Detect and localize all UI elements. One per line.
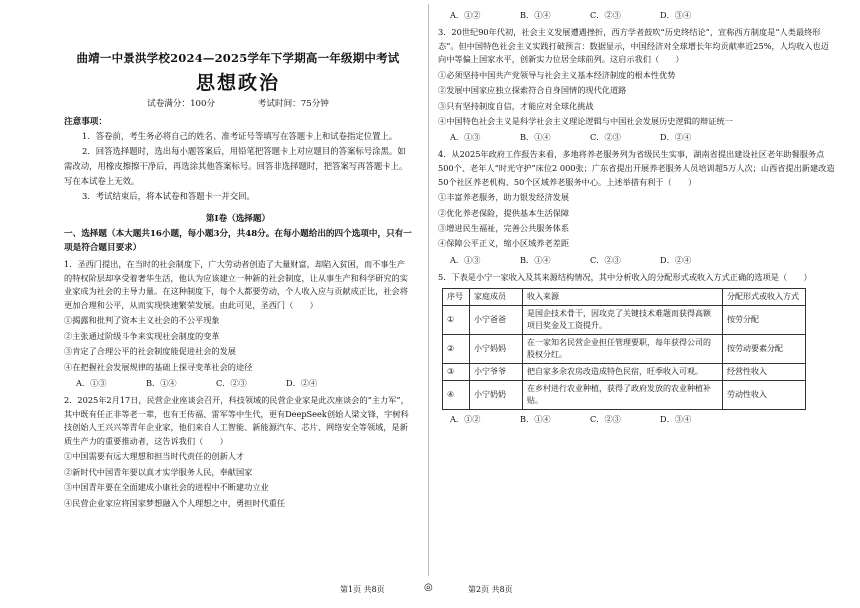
- binding-mark-icon: ◎: [424, 582, 433, 593]
- statement-option: ①丰富养老服务，助力银发经济发展: [438, 192, 570, 203]
- table-cell: 经营性收入: [723, 364, 806, 381]
- choice-b[interactable]: B．①④: [520, 10, 551, 20]
- statement-option: ①必须坚持中国共产党领导与社会主义基本经济制度的根本性优势: [438, 69, 676, 80]
- choice-c[interactable]: C．②③: [216, 378, 247, 388]
- section-instruction: 一、选择题（本大题共16小题，每小题3分，共48分。在每小题给出的四个选项中，只有一项是符合题目要求）: [64, 229, 412, 253]
- table-row: [443, 306, 806, 335]
- table-cell: 把自家多余农房改造成特色民宿，旺季收入可观。: [523, 364, 723, 381]
- table-cell: 是国企技术骨干，因攻克了关键技术难题而获得高额项目奖金及工资提升。: [523, 306, 723, 335]
- answer-choices: [438, 130, 836, 144]
- question-4: [438, 148, 836, 266]
- table-cell: ②: [443, 335, 470, 364]
- answer-choices: [438, 253, 836, 267]
- question-1: [64, 258, 412, 390]
- note-item: 3．考试结束后，将本试卷和答题卡一并交回。: [82, 191, 255, 201]
- table-cell: 小宁妈妈: [470, 335, 523, 364]
- choice-c[interactable]: C．②③: [590, 414, 621, 425]
- exam-time: 考试时间：75分钟: [257, 99, 329, 109]
- table-cell: ③: [443, 364, 470, 381]
- statement-option: ④保障公平正义，缩小区域养老差距: [438, 238, 570, 249]
- choice-d[interactable]: D．③④: [660, 10, 692, 20]
- table-header: 序号: [443, 289, 470, 306]
- statement-option: ③中国青年要在全面建成小康社会的进程中不断建功立业: [64, 482, 269, 493]
- exam-title: 曲靖一中景洪学校2024—2025学年下学期高一年级期中考试: [76, 51, 400, 65]
- choice-d[interactable]: D．③④: [660, 414, 692, 425]
- table-cell: 劳动性收入: [723, 381, 806, 410]
- choice-b[interactable]: B．①④: [520, 254, 551, 265]
- table-row: [443, 364, 806, 381]
- page-number-left: 第1页 共8页: [340, 585, 385, 594]
- question-stem: 1．圣西门提出，在当时的社会制度下，广大劳动者创造了大量财富，却陷入贫困，而不事生产的特权阶层却享受着奢华生活，他认为应该建立一种新的社会制度，让从事生产和科学研究的实业家成为社会的主导力量。在这种制度下，每个人都要劳动，个人收入应与贡献成正比，社会将更加合理和公平，从而实现快速繁荣发展。由此可见，圣西门（ ）: [64, 259, 408, 310]
- choice-b[interactable]: B．①④: [146, 378, 177, 388]
- answer-choices: [64, 376, 412, 390]
- note-item: 1．答卷前，考生务必将自己的姓名、准考证号等填写在答题卡上和试卷指定位置上。: [82, 131, 398, 141]
- choice-d[interactable]: D．②④: [660, 132, 692, 143]
- table-row: [443, 381, 806, 410]
- question-stem: 2．2025年2月17日，民营企业座谈会召开，科技领域的民营企业家是此次座谈会的“主力军”，其中既有任正非等老一辈，也有王传福、雷军等中生代，更有DeepSeek创始人梁文锋，宇树科技创始人王兴兴等青年企业家，他们来自人工智能、新能源汽车、芯片、网络安全等领域，是新质生产力的重要推动者，这告诉我们（ ）: [64, 395, 409, 446]
- question-5: [438, 271, 836, 427]
- statement-option: ③增进民生福祉，完善公共服务体系: [438, 223, 570, 233]
- question-stem: 4．从2025年政府工作报告来看，多地将养老服务列为省级民生实事，湖南省提出建设社区老年助餐服务点500个、老年人“时光守护”床位2 000张；广东省提出开展养老服务人员培训超5万人次；山西省提出新建改造50个社区养老机构、50个区域养老服务中心。上述举措有利于（ ）: [438, 149, 835, 187]
- statement-option: ④在把握社会发展规律的基础上探寻变革社会的途径: [64, 361, 253, 372]
- section-title: 第Ⅰ卷（选择题）: [205, 214, 271, 224]
- exam-meta: [64, 97, 412, 109]
- table-cell: 小宁爸爸: [470, 306, 523, 335]
- question-stem: 3．20世纪90年代初，社会主义发展遭遇挫折，西方学者鼓吹“历史终结论”，宣称西方制度是“人类最终形态”。但中国特色社会主义实践打破预言：数据显示，中国经济对全球增长年均贡献率近25%，人均收入也迈向中等偏上国家水平，创新实力位居全球前列。这启示我们（ ）: [438, 27, 829, 65]
- statement-option: ①中国需要有远大理想和担当时代责任的创新人才: [64, 451, 245, 462]
- table-cell: 在乡村进行农业种植，获得了政府发放的农业种植补贴。: [523, 381, 723, 410]
- statement-option: ③只有坚持制度自信，才能应对全球化挑战: [438, 100, 594, 111]
- statement-option: ②主张通过阶级斗争来实现社会制度的变革: [64, 330, 220, 341]
- question-2: [64, 394, 412, 510]
- choice-a[interactable]: A．①③: [450, 254, 481, 265]
- statement-option: ④民营企业家应将国家梦想融入个人理想之中，勇担时代重任: [64, 497, 286, 508]
- note-item: 2．回答选择题时，选出每小题答案后，用铅笔把答题卡上对应题目的答案标号涂黑。如需改动，用橡皮擦擦干净后，再选涂其他答案标号。回答非选择题时，把答案写再答题卡上。写在本试卷上无效。: [64, 146, 408, 186]
- table-cell: ④: [443, 381, 470, 410]
- table-cell: 按劳分配: [723, 306, 806, 335]
- statement-option: ②发展中国家应独立探索符合自身国情的现代化道路: [438, 85, 627, 96]
- choice-b[interactable]: B．①④: [520, 132, 551, 143]
- answer-choices: [438, 412, 836, 426]
- choice-a[interactable]: A．①③: [450, 132, 481, 143]
- statement-option: ②优化养老保险，提供基本生活保障: [438, 207, 570, 218]
- table-cell: 按劳动要素分配: [723, 335, 806, 364]
- subject-title: 思想政治: [195, 72, 280, 94]
- table-cell: ①: [443, 306, 470, 335]
- question-stem: 5．下表是小宁一家收入及其来源结构情况，其中分析收入的分配形式或收入方式正确的选项是（ ）: [438, 271, 812, 282]
- choice-d[interactable]: D．②④: [286, 378, 318, 388]
- table-row: [443, 335, 806, 364]
- choice-c[interactable]: C．②③: [590, 132, 621, 143]
- table-header: 家庭成员: [470, 289, 523, 306]
- choice-a[interactable]: A．①②: [450, 10, 481, 20]
- choice-b[interactable]: B．①④: [520, 414, 551, 425]
- statement-option: ④中国特色社会主义是科学社会主义理论逻辑与中国社会发展历史逻辑的辩证统一: [438, 116, 733, 126]
- table-cell: 在一家知名民营企业担任管理要职，每年获得公司的股权分红。: [523, 335, 723, 364]
- choice-a[interactable]: A．①②: [450, 414, 481, 425]
- question-3: [438, 26, 836, 144]
- choice-c[interactable]: C．②③: [590, 10, 621, 20]
- table-header: 收入来源: [523, 289, 723, 306]
- table-header-row: [443, 289, 806, 306]
- choice-d[interactable]: D．②④: [660, 254, 692, 265]
- notes-heading: 注意事项：: [64, 117, 107, 127]
- choice-c[interactable]: C．②③: [590, 254, 621, 265]
- statement-option: ①揭露和批判了资本主义社会的不公平现象: [64, 315, 220, 326]
- page-number-right: 第2页 共8页: [468, 585, 513, 594]
- answer-choices-q2: [438, 8, 836, 22]
- income-table: [442, 288, 806, 410]
- table-cell: 小宁爷爷: [470, 364, 523, 381]
- choice-a[interactable]: A．①③: [76, 378, 107, 388]
- statement-option: ③肯定了合理公平的社会制度能促进社会的发展: [64, 346, 236, 357]
- full-score: 试卷满分：100分: [147, 99, 216, 109]
- table-cell: 小宁奶奶: [470, 381, 523, 410]
- statement-option: ②新时代中国青年要以真才实学服务人民，奉献国家: [64, 466, 253, 477]
- right-page: [430, 0, 860, 608]
- table-header: 分配形式或收入方式: [723, 289, 806, 306]
